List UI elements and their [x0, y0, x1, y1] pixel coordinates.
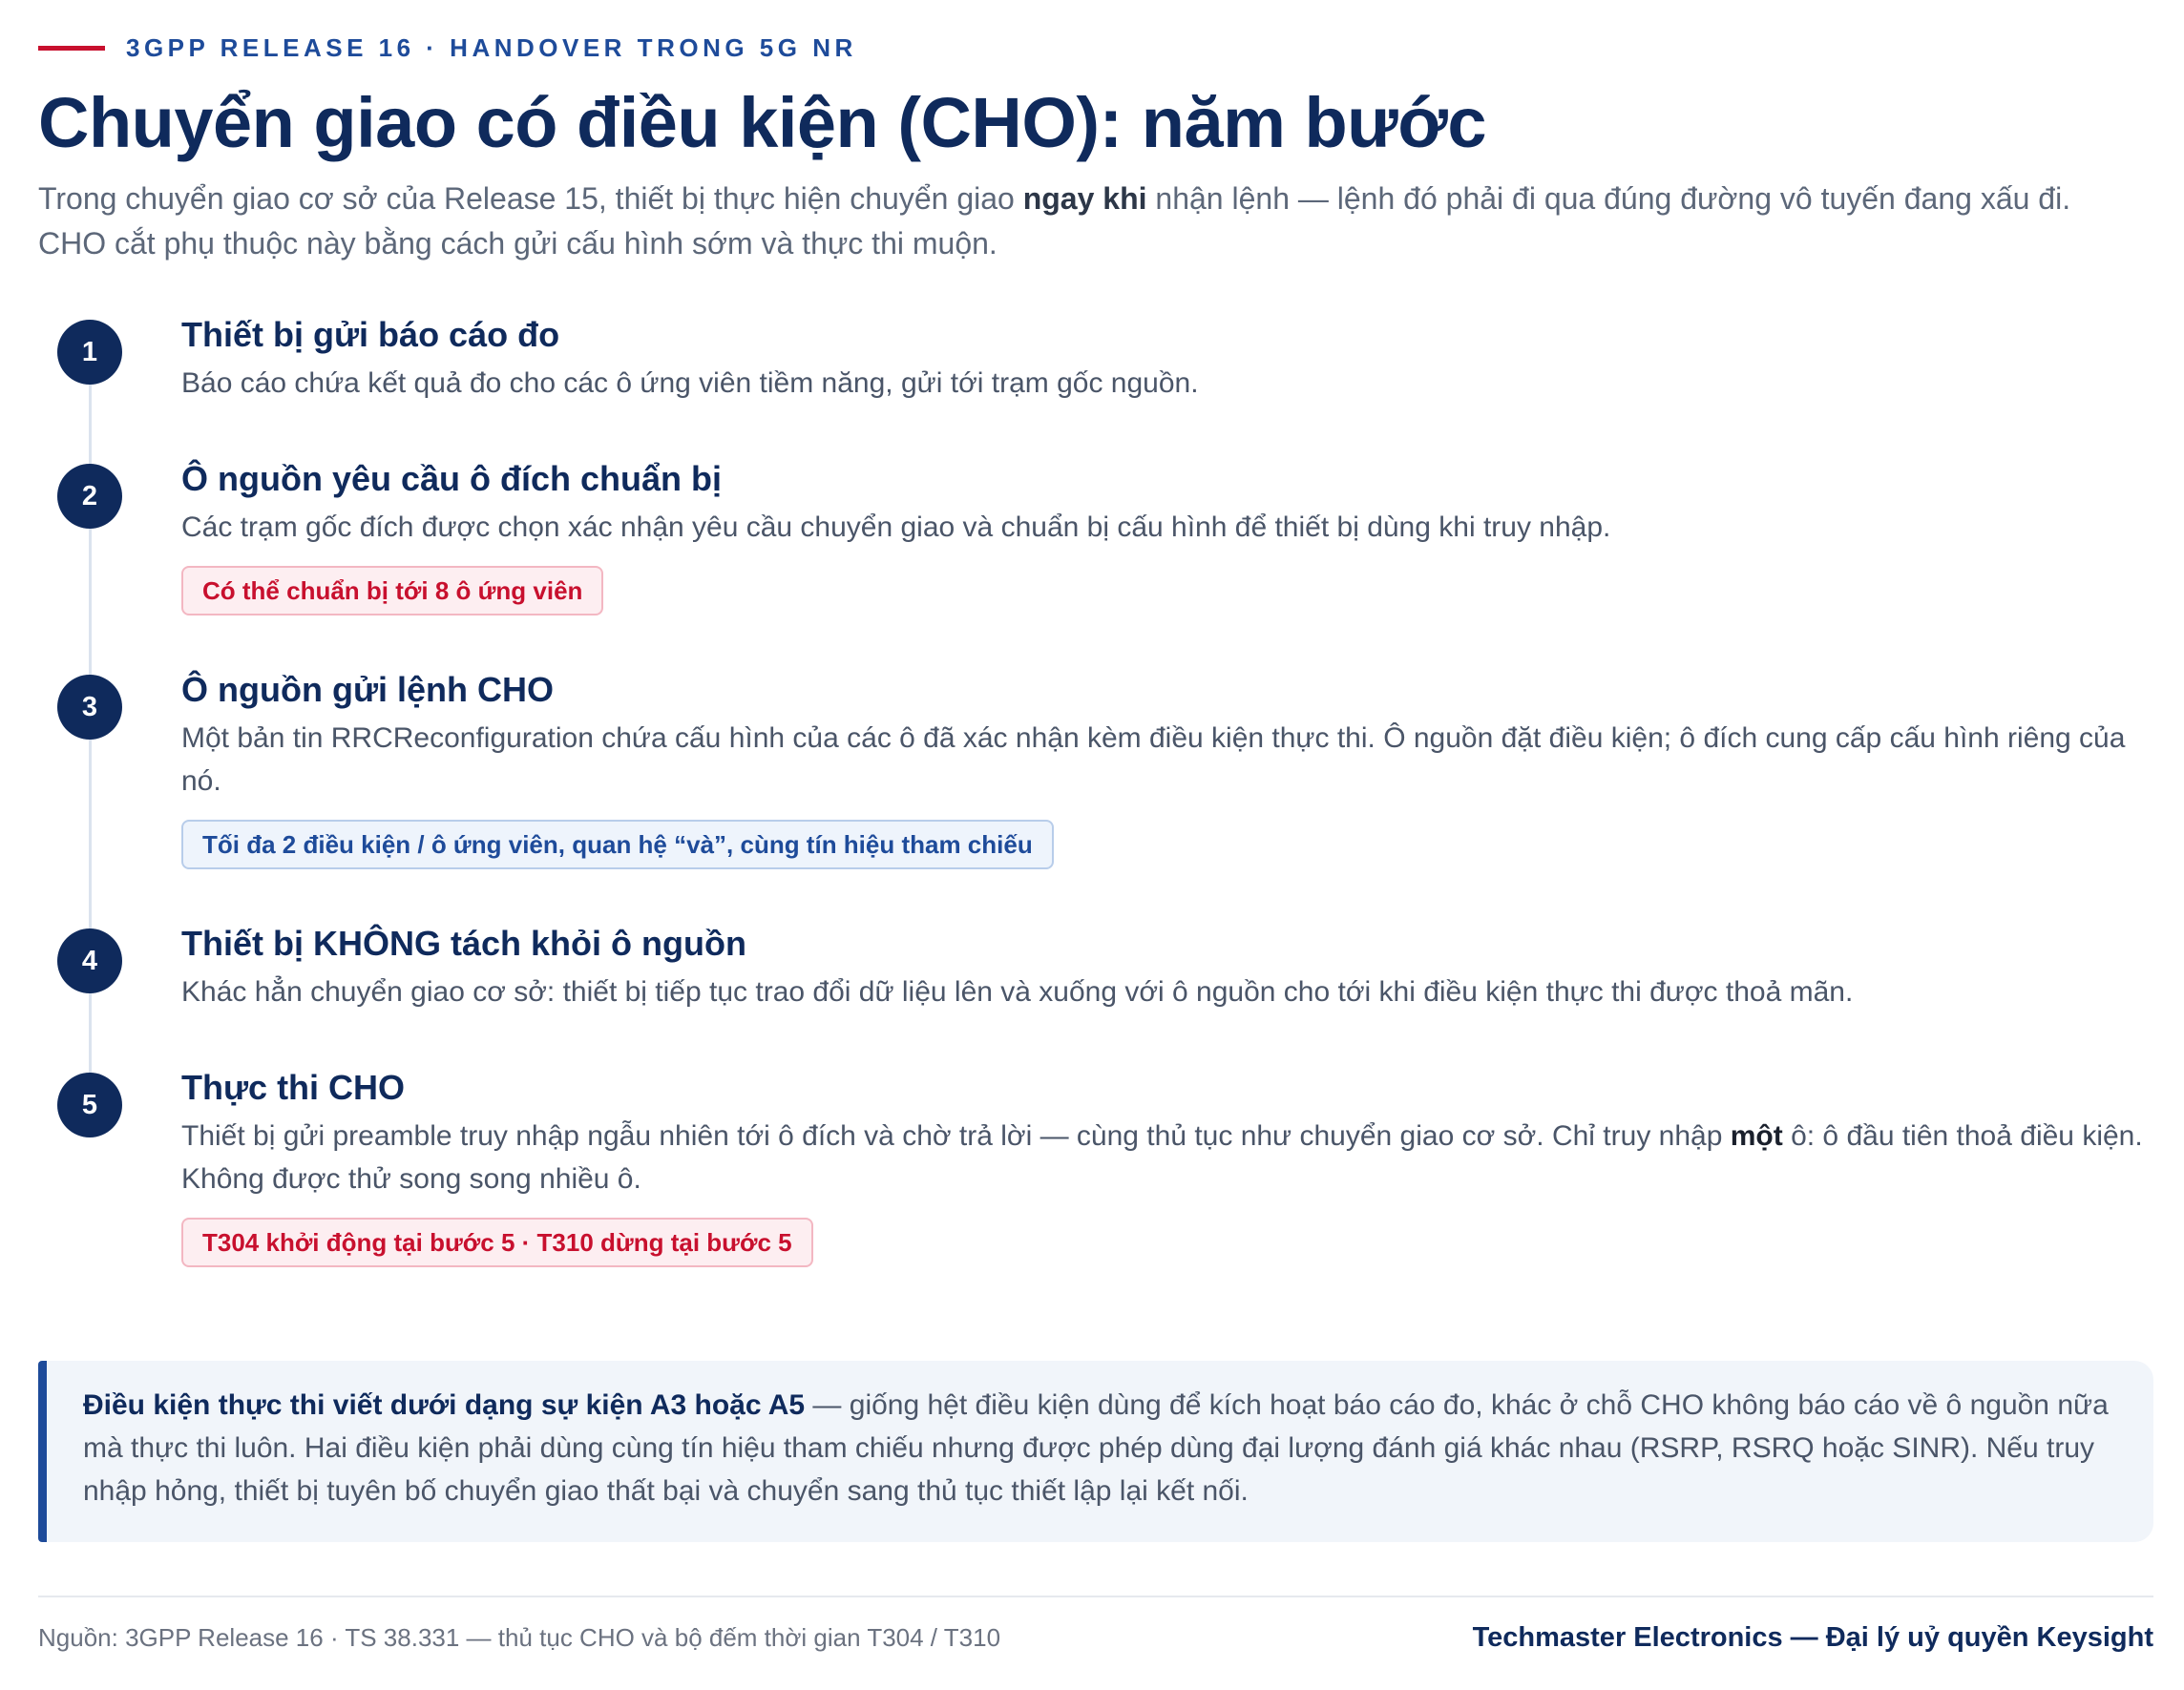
- step-description: Các trạm gốc đích được chọn xác nhận yêu cầu chuyển giao và chuẩn bị cấu hình để thiết bị dùng khi truy nhập.: [181, 511, 1611, 544]
- step-desc-after: ô: ô đầu tiên thoả điều kiện. Không được thử song song nhiều ô.: [181, 1120, 2143, 1196]
- step-2: [38, 458, 2146, 615]
- step-title: Thiết bị gửi báo cáo đo: [181, 315, 560, 355]
- eyebrow-rule: [38, 46, 105, 51]
- page-title: Chuyển giao có điều kiện (CHO): năm bước: [38, 83, 1487, 162]
- step-description: [181, 1115, 2146, 1200]
- eyebrow: [38, 29, 2146, 67]
- lead-text-bold: ngay khi: [1022, 181, 1147, 217]
- step-badge: Có thể chuẩn bị tới 8 ô ứng viên: [181, 566, 603, 615]
- step-title: Thực thi CHO: [181, 1068, 406, 1108]
- step-number: 3: [57, 675, 122, 740]
- eyebrow-text: 3GPP RELEASE 16 · HANDOVER TRONG 5G NR: [126, 32, 857, 62]
- footer-source: Nguồn: 3GPP Release 16 · TS 38.331 — thủ tục CHO và bộ đếm thời gian T304 / T310: [38, 1623, 1001, 1652]
- note-bold: Điều kiện thực thi viết dưới dạng sự kiện A3 hoặc A5: [83, 1389, 806, 1421]
- lead-text-before: Trong chuyển giao cơ sở của Release 15, thiết bị thực hiện chuyển giao: [38, 181, 1023, 217]
- step-description: Báo cáo chứa kết quả đo cho các ô ứng viên tiềm năng, gửi tới trạm gốc nguồn.: [181, 367, 1199, 400]
- step-badge: Tối đa 2 điều kiện / ô ứng viên, quan hệ “và”, cùng tín hiệu tham chiếu: [181, 820, 1054, 869]
- step-title: Ô nguồn gửi lệnh CHO: [181, 670, 555, 710]
- step-5: [38, 1067, 2146, 1267]
- lead-paragraph: [38, 177, 2146, 266]
- step-number: 2: [57, 464, 122, 529]
- note-text: — giống hệt điều kiện dùng để kích hoạt báo cáo đo, khác ở chỗ CHO không báo cáo về ô nguồn nữa mà thực thi luôn. Hai điều kiện phải dùng cùng tín hiệu tham chiếu nhưng được phép dùng đại lượng đánh giá khác nhau (RSRP, RSRQ hoặc SINR). Nếu truy nhập hỏng, thiết bị tuyên bố chuyển giao thất bại và chuyển sang thủ tục thiết lập lại kết nối.: [83, 1389, 2109, 1507]
- step-number: 4: [57, 928, 122, 993]
- step-1: [38, 314, 2146, 405]
- step-number: 1: [57, 320, 122, 385]
- lead-text-after: nhận lệnh — lệnh đó phải đi qua đúng đường vô tuyến đang xấu đi. CHO cắt phụ thuộc này bằng cách gửi cấu hình sớm và thực thi muộn.: [38, 181, 2071, 261]
- footer-divider: [38, 1596, 2153, 1597]
- step-4: [38, 923, 2146, 1013]
- footer: [38, 1622, 2153, 1654]
- step-3: [38, 669, 2146, 869]
- step-title: Ô nguồn yêu cầu ô đích chuẩn bị: [181, 459, 723, 499]
- step-badge: T304 khởi động tại bước 5 · T310 dừng tại bước 5: [181, 1218, 813, 1267]
- step-desc-before: Thiết bị gửi preamble truy nhập ngẫu nhiên tới ô đích và chờ trả lời — cùng thủ tục như chuyển giao cơ sở. Chỉ truy nhập: [181, 1120, 1731, 1153]
- footer-brand: Techmaster Electronics — Đại lý uỷ quyền Keysight: [1472, 1622, 2153, 1653]
- steps-list: [38, 314, 2146, 1267]
- step-description: Khác hẳn chuyển giao cơ sở: thiết bị tiếp tục trao đổi dữ liệu lên và xuống với ô nguồn cho tới khi điều kiện thực thi được thoả mãn.: [181, 976, 1854, 1009]
- step-title: Thiết bị KHÔNG tách khỏi ô nguồn: [181, 924, 746, 964]
- step-description: Một bản tin RRCReconfiguration chứa cấu hình của các ô đã xác nhận kèm điều kiện thực thi. Ô nguồn đặt điều kiện; ô đích cung cấp cấu hình riêng của nó.: [181, 722, 2126, 798]
- note-callout: [38, 1361, 2153, 1542]
- step-number: 5: [57, 1073, 122, 1137]
- step-desc-bold: một: [1730, 1120, 1783, 1153]
